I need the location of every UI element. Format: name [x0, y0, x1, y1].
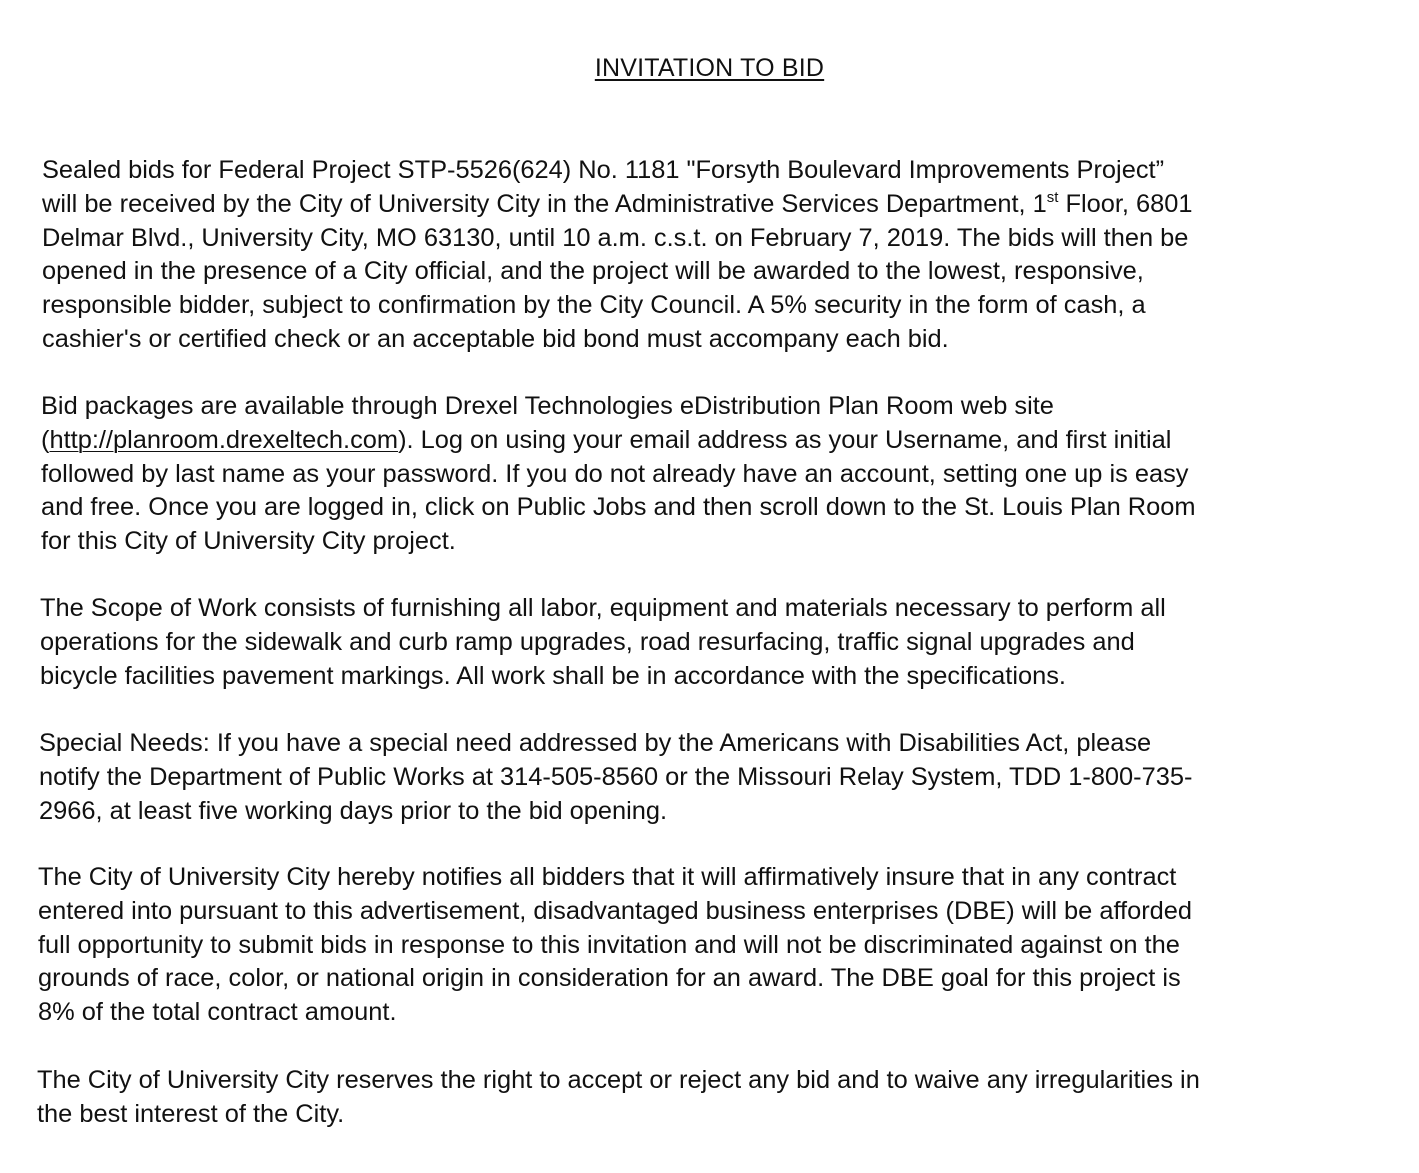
text-line: 2966, at least five working days prior to the bid opening. [39, 796, 668, 825]
text-line: responsible bidder, subject to confirmation by the City Council. A 5% security in the form of cash, a [42, 291, 1146, 320]
paragraph-bid-submission [42, 154, 1193, 357]
text-line: 8% of the total contract amount. [38, 998, 397, 1027]
text-line: grounds of race, color, or national origin in consideration for an award. The DBE goal for this project is [38, 964, 1181, 993]
text-line: Sealed bids for Federal Project STP-5526(624) No. 1181 "Forsyth Boulevard Improvements Project” [42, 156, 1165, 184]
document-title [0, 51, 1419, 85]
planroom-link[interactable]: http://planroom.drexeltech.com [49, 425, 399, 454]
superscript-st: st [1046, 188, 1059, 206]
text-line: cashier's or certified check or an acceptable bid bond must accompany each bid. [42, 324, 949, 353]
paragraph-dbe-notice [38, 861, 1192, 1030]
text-line: opened in the presence of a City official, and the project will be awarded to the lowest, responsive, [42, 257, 1144, 286]
text-line: (http://planroom.drexeltech.com). Log on using your email address as your Username, and first initial [41, 425, 1172, 454]
text-line: and free. Once you are logged in, click on Public Jobs and then scroll down to the St. Louis Plan Room [41, 493, 1196, 522]
text-line: the best interest of the City. [37, 1099, 345, 1128]
text-line: for this City of University City project. [41, 527, 456, 556]
paragraph-rights-reserved [37, 1064, 1200, 1132]
text-line: entered into pursuant to this advertisement, disadvantaged business enterprises (DBE) will be afforded [38, 896, 1193, 925]
text-line: Bid packages are available through Drexel Technologies eDistribution Plan Room web site [41, 392, 1054, 420]
text-line: bicycle facilities pavement markings. All work shall be in accordance with the specifications. [40, 661, 1066, 690]
paragraph-bid-packages [41, 390, 1196, 559]
text-line: operations for the sidewalk and curb ramp upgrades, road resurfacing, traffic signal upgrades and [40, 627, 1135, 656]
text-line: will be received by the City of University City in the Administrative Services Department, 1st Floor, 6801 [42, 188, 1193, 218]
text-line: full opportunity to submit bids in response to this invitation and will not be discriminated against on the [38, 930, 1180, 959]
title-text: INVITATION TO BID [594, 54, 825, 82]
text-line: followed by last name as your password. If you do not already have an account, setting one up is easy [41, 459, 1189, 488]
text-line: The City of University City reserves the right to accept or reject any bid and to waive any irregularities in [37, 1066, 1200, 1094]
text-line: notify the Department of Public Works at 314-505-8560 or the Missouri Relay System, TDD 1-800-735- [39, 762, 1193, 791]
paragraph-special-needs [39, 727, 1192, 828]
text-line: The Scope of Work consists of furnishing all labor, equipment and materials necessary to perform all [40, 594, 1166, 622]
text-line: Special Needs: If you have a special need addressed by the Americans with Disabilities Act, please [39, 729, 1152, 757]
paragraph-scope-of-work [40, 592, 1166, 693]
text-line: Delmar Blvd., University City, MO 63130, until 10 a.m. c.s.t. on February 7, 2019. The bids will then be [42, 223, 1189, 252]
text-line: The City of University City hereby notifies all bidders that it will affirmatively insure that in any contract [38, 863, 1177, 891]
